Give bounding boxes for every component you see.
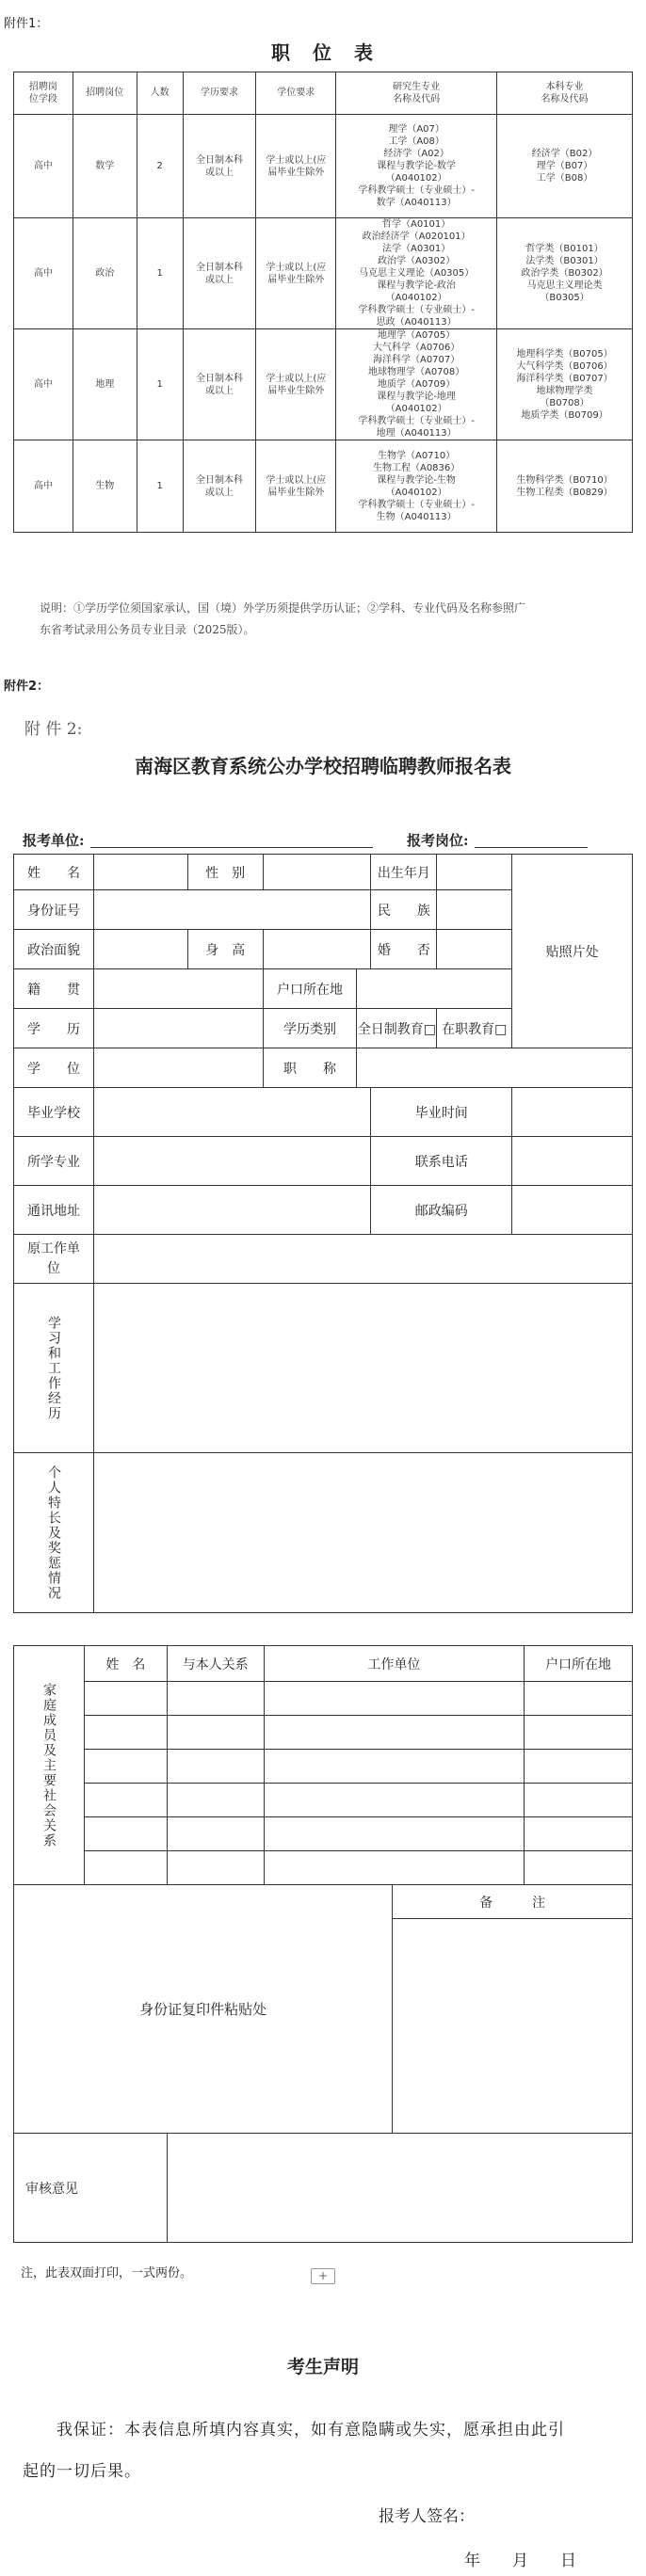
grad-major-cell <box>336 440 497 533</box>
grad-major-line: （A040102） <box>385 487 447 498</box>
grad-major-line: 政治学（A0302） <box>377 256 456 266</box>
ug-major-header: 本科专业 名称及代码 <box>497 72 633 115</box>
family-side-cell <box>14 1646 85 1885</box>
attachment2-label: 附件2： <box>4 680 50 694</box>
grad-time-label: 毕业时间 <box>371 1088 512 1137</box>
stage-cell: 高中 <box>14 329 73 440</box>
ug-major-line: 法学类（B0301） <box>525 256 604 266</box>
school-field[interactable] <box>93 1088 371 1137</box>
marriage-field[interactable] <box>437 930 512 969</box>
stage-cell: 高中 <box>14 218 73 329</box>
count-cell: 1 <box>137 440 183 533</box>
ug-major-line: 地质学类（B0709） <box>521 409 608 421</box>
ug-major-line: 生物科学类（B0710） <box>516 474 613 486</box>
gender-field[interactable] <box>263 855 371 890</box>
family-header-hukou: 户口所在地 <box>525 1646 633 1682</box>
grad-major-line: 地理（A040113） <box>376 428 457 439</box>
grad-major-line: （A040102） <box>385 404 447 414</box>
grad-major-line: 理学（A07） <box>388 124 444 135</box>
degree-header: 学位要求 <box>256 72 336 115</box>
add-page-button[interactable] <box>311 2268 335 2284</box>
education-label: 学 历 <box>14 1009 94 1048</box>
grad-major-line: （A040102） <box>385 173 447 184</box>
grad-major-line: 课程与教学论-地理 <box>377 392 456 402</box>
politics-label: 政治面貌 <box>14 930 94 969</box>
family-row[interactable] <box>14 1716 633 1750</box>
signature-field[interactable] <box>485 2503 617 2523</box>
politics-field[interactable] <box>93 930 187 969</box>
count-header: 人数 <box>137 72 183 115</box>
ug-major-line: 理学（B07） <box>536 161 593 171</box>
position-table-header <box>14 72 633 115</box>
attachment2-small-label: 附 件 2: <box>24 720 83 739</box>
grad-major-line: 地理学（A0705） <box>377 330 456 341</box>
plus-icon: + <box>317 2269 329 2282</box>
specialty-field[interactable] <box>93 1453 632 1613</box>
grad-time-field[interactable] <box>512 1088 633 1137</box>
ug-major-line: 地理科学类（B0705） <box>516 348 613 360</box>
ug-major-cell <box>497 440 633 533</box>
signature-label: 报考人签名： <box>379 2507 475 2526</box>
stage-cell: 高中 <box>14 115 73 218</box>
grad-major-line: 政治经济学（A020101） <box>362 232 471 242</box>
grad-major-line: 课程与教学论-数学 <box>377 161 456 171</box>
apply-unit-underline <box>90 847 373 848</box>
position-note-line1: 说明：①学历学位须国家承认，国（境）外学历须提供学历认证；②学科、专业代码及名称参照广 <box>40 601 526 615</box>
review-field[interactable] <box>167 2134 632 2243</box>
edu-cell: 全日制本科 或以上 <box>183 115 256 218</box>
family-row[interactable] <box>14 1851 633 1885</box>
hukou-label: 户口所在地 <box>263 969 357 1009</box>
declaration-title: 考生声明 <box>286 2357 359 2377</box>
grad-major-line: 工学（A08） <box>388 136 444 147</box>
stage-cell: 高中 <box>14 440 73 533</box>
registration-form-title: 南海区教育系统公办学校招聘临聘教师报名表 <box>135 755 511 777</box>
position-row <box>14 115 633 218</box>
family-row[interactable] <box>14 1682 633 1716</box>
declaration-line2: 起的一切后果。 <box>23 2462 141 2481</box>
marriage-label: 婚 否 <box>371 930 437 969</box>
family-row[interactable] <box>14 1750 633 1784</box>
ethnic-field[interactable] <box>437 890 512 930</box>
ug-major-cell <box>497 115 633 218</box>
grad-major-line: 学科教学硕士（专业硕士）- <box>358 499 475 510</box>
position-row <box>14 218 633 329</box>
family-table <box>13 1645 633 2243</box>
remark-label: 备 注 <box>393 1885 633 1919</box>
ug-major-line: （B0708） <box>540 397 589 408</box>
position-row <box>14 329 633 440</box>
grad-major-line: 海洋科学（A0707） <box>372 355 460 365</box>
ug-major-line: 哲学类（B0101） <box>525 244 604 254</box>
count-cell: 2 <box>137 115 183 218</box>
review-label: 审核意见 <box>14 2134 168 2243</box>
orig-unit-field[interactable] <box>93 1235 632 1284</box>
postcode-label: 邮政编码 <box>371 1186 512 1235</box>
grad-major-line: 地球物理学（A0708） <box>367 367 465 377</box>
birth-field[interactable] <box>437 855 512 890</box>
post-cell: 数学 <box>73 115 137 218</box>
grad-major-line: 数学（A040113） <box>376 198 457 208</box>
edu-cell: 全日制本科 或以上 <box>183 440 256 533</box>
gender-label: 性 别 <box>187 855 263 890</box>
degree-cell: 学士或以上(应 届毕业生除外 <box>256 329 336 440</box>
grad-major-line: 哲学（A0101） <box>381 219 451 230</box>
declaration-date: 年 月 日 <box>464 2552 576 2570</box>
experience-field[interactable] <box>93 1284 632 1453</box>
title-field[interactable] <box>357 1048 633 1088</box>
phone-field[interactable] <box>512 1137 633 1186</box>
ug-major-line: 海洋科学类（B0707） <box>516 373 613 384</box>
native-field[interactable] <box>93 969 263 1009</box>
position-note-line2: 东省考试录用公务员专业目录（2025版）。 <box>40 623 255 636</box>
position-row <box>14 440 633 533</box>
grad-major-line: （A040102） <box>385 293 447 303</box>
height-field[interactable] <box>263 930 371 969</box>
grad-major-line: 学科教学硕士（专业硕士）- <box>358 416 475 426</box>
orig-unit-label: 原工作单位 <box>14 1235 94 1284</box>
attachment1-label: 附件1： <box>4 17 49 31</box>
ug-major-line: 生物工程类（B0829） <box>516 487 613 498</box>
degree-cell: 学士或以上(应 届毕业生除外 <box>256 218 336 329</box>
fulltime-checkbox[interactable]: 全日制教育□ <box>357 1009 437 1048</box>
birth-label: 出生年月 <box>371 855 437 890</box>
phone-label: 联系电话 <box>371 1137 512 1186</box>
apply-post-label: 报考岗位: <box>407 832 469 849</box>
inservice-checkbox[interactable]: 在职教育□ <box>437 1009 512 1048</box>
apply-unit-label: 报考单位: <box>23 832 85 849</box>
family-header-name: 姓 名 <box>84 1646 167 1682</box>
form-footnote: 注，此表双面打印，一式两份。 <box>21 2266 193 2280</box>
post-cell: 政治 <box>73 218 137 329</box>
grad-major-line: 学科教学硕士（专业硕士）- <box>358 305 475 315</box>
name-field[interactable] <box>93 855 187 890</box>
degree-label: 学 位 <box>14 1048 94 1088</box>
grad-major-line: 课程与教学论-政治 <box>377 280 456 291</box>
grad-major-line: 大气科学（A0706） <box>372 343 460 353</box>
ug-major-line: 经济学（B02） <box>531 149 598 159</box>
ug-major-line: 马克思主义理论类 <box>526 280 603 291</box>
post-cell: 生物 <box>73 440 137 533</box>
ug-major-cell <box>497 329 633 440</box>
grad-major-line: 经济学（A02） <box>383 149 449 159</box>
grad-major-line: 课程与教学论-生物 <box>377 474 456 486</box>
ug-major-cell <box>497 218 633 329</box>
name-label: 姓 名 <box>14 855 94 890</box>
family-header-relation: 与本人关系 <box>167 1646 264 1682</box>
remark-field[interactable] <box>393 1919 633 2134</box>
major-label: 所学专业 <box>14 1137 94 1186</box>
photo-placeholder[interactable]: 贴照片处 <box>512 855 633 1048</box>
height-label: 身 高 <box>187 930 263 969</box>
grad-major-cell <box>336 115 497 218</box>
position-table-title: 职 位 表 <box>271 41 375 64</box>
degree-field[interactable] <box>93 1048 263 1088</box>
specialty-label-cell <box>14 1453 94 1613</box>
grad-major-header: 研究生专业 名称及代码 <box>336 72 497 115</box>
id-field[interactable] <box>93 890 371 930</box>
ug-major-line: 政治学类（B0302） <box>521 268 608 279</box>
grad-major-line: 生物（A040113） <box>376 511 457 522</box>
grad-major-line: 学科教学硕士（专业硕士）- <box>358 185 475 196</box>
family-row[interactable] <box>14 1784 633 1817</box>
grad-major-line: 生物工程（A0836） <box>372 462 460 473</box>
count-cell: 1 <box>137 218 183 329</box>
postcode-field[interactable] <box>512 1186 633 1235</box>
experience-label: 学习和工作经历 <box>45 1315 61 1421</box>
grad-major-cell <box>336 329 497 440</box>
count-cell: 1 <box>137 329 183 440</box>
hukou-field[interactable] <box>357 969 512 1009</box>
grad-major-line: 生物学（A0710） <box>377 450 456 461</box>
specialty-label: 个人特长及奖惩情况 <box>45 1464 61 1601</box>
id-copy-area[interactable]: 身份证复印件粘贴处 <box>14 1885 393 2134</box>
ethnic-label: 民 族 <box>371 890 437 930</box>
declaration-line1: 我保证：本表信息所填内容真实，如有意隐瞒或失实，愿承担由此引 <box>57 2421 565 2440</box>
grad-major-line: 法学（A0301） <box>381 244 451 254</box>
edu-cell: 全日制本科 或以上 <box>183 218 256 329</box>
address-field[interactable] <box>93 1186 371 1235</box>
grad-major-line: 马克思主义理论（A0305） <box>358 268 475 279</box>
position-table <box>13 72 633 533</box>
post-cell: 地理 <box>73 329 137 440</box>
stage-header: 招聘岗 位学段 <box>14 72 73 115</box>
ug-major-line: 大气科学类（B0706） <box>516 360 613 372</box>
family-header-work: 工作单位 <box>264 1646 525 1682</box>
grad-major-line: 地质学（A0709） <box>377 379 456 390</box>
title-label: 职 称 <box>263 1048 357 1088</box>
ug-major-line: （B0305） <box>540 293 589 303</box>
experience-label-cell <box>14 1284 94 1453</box>
address-label: 通讯地址 <box>14 1186 94 1235</box>
native-label: 籍 贯 <box>14 969 94 1009</box>
education-field[interactable] <box>93 1009 263 1048</box>
degree-cell: 学士或以上(应 届毕业生除外 <box>256 115 336 218</box>
school-label: 毕业学校 <box>14 1088 94 1137</box>
post-header: 招聘岗位 <box>73 72 137 115</box>
registration-form-table <box>13 854 633 1613</box>
grad-major-line: 思政（A040113） <box>376 317 457 328</box>
family-row[interactable] <box>14 1817 633 1851</box>
ug-major-line: 工学（B08） <box>536 173 593 184</box>
major-field[interactable] <box>93 1137 371 1186</box>
edu-header: 学历要求 <box>183 72 256 115</box>
grad-major-cell <box>336 218 497 329</box>
edu-type-label: 学历类别 <box>263 1009 357 1048</box>
family-side-label: 家庭成员及主要社会关系 <box>40 1682 57 1848</box>
degree-cell: 学士或以上(应 届毕业生除外 <box>256 440 336 533</box>
edu-cell: 全日制本科 或以上 <box>183 329 256 440</box>
ug-major-line: 地球物理学类 <box>536 385 593 396</box>
apply-post-underline <box>475 847 588 848</box>
id-label: 身份证号 <box>14 890 94 930</box>
